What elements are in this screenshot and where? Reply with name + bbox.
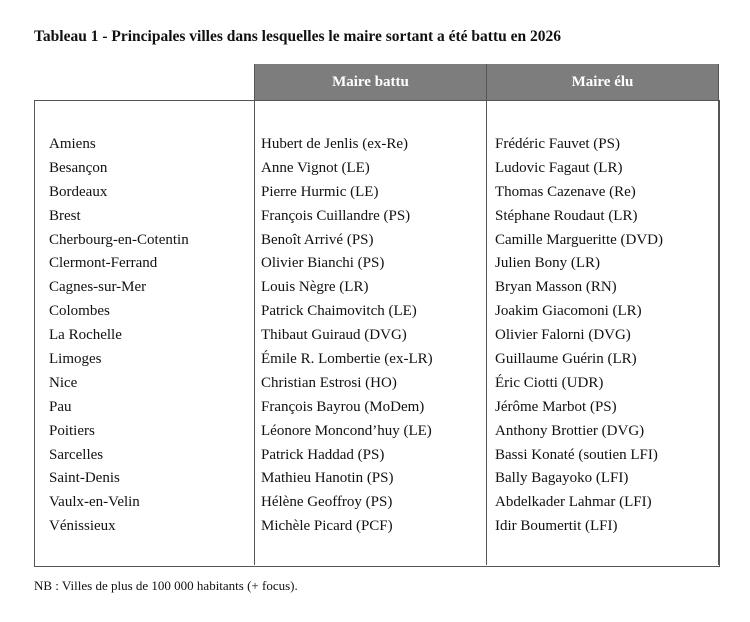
city-cell: Pau [49, 398, 72, 415]
defeated-mayor-cell: Benoît Arrivé (PS) [261, 231, 374, 248]
elected-mayor-cell: Thomas Cazenave (Re) [495, 183, 636, 200]
elected-mayor-cell: Julien Bony (LR) [495, 255, 600, 272]
elected-mayor-cell: Abdelkader Lahmar (LFI) [495, 494, 652, 511]
elected-mayor-cell: Anthony Brottier (DVG) [495, 422, 645, 439]
defeated-mayor-cell: Hubert de Jenlis (ex-Re) [261, 136, 409, 152]
column-ville [49, 133, 189, 539]
elected-mayor-cell: Camille Margueritte (DVD) [495, 231, 664, 248]
header-maire-elu: Maire élu [487, 64, 718, 100]
city-cell: Limoges [49, 351, 102, 368]
elected-mayor-cell: Joakim Giacomoni (LR) [495, 303, 642, 320]
elected-mayor-cell: Olivier Falorni (DVG) [495, 327, 631, 344]
elected-mayor-cell: Guillaume Guérin (LR) [495, 351, 637, 368]
mayors-table [34, 64, 719, 566]
elected-mayor-cell: Éric Ciotti (UDR) [495, 374, 604, 391]
defeated-mayor-cell: Olivier Bianchi (PS) [261, 255, 385, 272]
footnote: NB : Villes de plus de 100 000 habitants (+ focus). [34, 578, 298, 593]
city-cell: Cagnes-sur-Mer [49, 279, 147, 296]
elected-mayor-cell: Stéphane Roudaut (LR) [495, 207, 638, 224]
elected-mayor-cell: Idir Boumertit (LFI) [495, 518, 618, 535]
column-divider-1 [254, 64, 255, 565]
city-cell: Vénissieux [49, 518, 116, 535]
city-cell: Bordeaux [49, 183, 108, 200]
elected-mayor-cell: Ludovic Fagaut (LR) [495, 159, 623, 176]
defeated-mayor-cell: Louis Nègre (LR) [261, 279, 369, 296]
elected-mayor-cell: Bryan Masson (RN) [495, 279, 617, 296]
defeated-mayor-cell: Émile R. Lombertie (ex-LR) [261, 351, 433, 368]
defeated-mayor-cell: Mathieu Hanotin (PS) [261, 470, 394, 487]
defeated-mayor-cell: Thibaut Guiraud (DVG) [261, 327, 407, 344]
defeated-mayor-cell: Hélène Geoffroy (PS) [261, 494, 393, 511]
defeated-mayor-cell: Pierre Hurmic (LE) [261, 183, 379, 200]
table-title: Tableau 1 - Principales villes dans lesquelles le maire sortant a été battu en 2026 [34, 28, 561, 45]
city-cell: Clermont-Ferrand [49, 255, 158, 272]
defeated-mayor-cell: Anne Vignot (LE) [261, 159, 370, 176]
city-cell: Colombes [49, 303, 110, 320]
header-maire-battu: Maire battu [255, 64, 486, 100]
column-maire-battu [261, 133, 433, 539]
city-cell: Besançon [49, 159, 108, 176]
defeated-mayor-cell: Christian Estrosi (HO) [261, 374, 397, 391]
city-cell: Poitiers [49, 422, 95, 439]
elected-mayor-cell: Bassi Konaté (soutien LFI) [495, 446, 658, 463]
city-cell: Brest [49, 207, 81, 224]
defeated-mayor-cell: Patrick Haddad (PS) [261, 446, 385, 463]
defeated-mayor-cell: Michèle Picard (PCF) [261, 518, 393, 535]
city-cell: Sarcelles [49, 446, 104, 463]
city-cell: Saint-Denis [49, 470, 120, 487]
defeated-mayor-cell: François Bayrou (MoDem) [261, 398, 425, 415]
city-cell: Nice [49, 374, 78, 391]
elected-mayor-cell: Jérôme Marbot (PS) [495, 398, 617, 415]
column-maire-elu [495, 133, 663, 539]
defeated-mayor-cell: Patrick Chaimovitch (LE) [261, 303, 417, 320]
city-cell: Amiens [49, 136, 96, 152]
city-cell: La Rochelle [49, 327, 122, 344]
defeated-mayor-cell: François Cuillandre (PS) [261, 207, 411, 224]
defeated-mayor-cell: Léonore Moncond’huy (LE) [261, 422, 432, 439]
column-divider-2 [486, 64, 487, 565]
elected-mayor-cell: Frédéric Fauvet (PS) [495, 136, 620, 152]
city-cell: Cherbourg-en-Cotentin [49, 231, 189, 248]
city-cell: Vaulx-en-Velin [49, 494, 140, 511]
elected-mayor-cell: Bally Bagayoko (LFI) [495, 470, 629, 487]
column-divider-3 [718, 64, 719, 565]
